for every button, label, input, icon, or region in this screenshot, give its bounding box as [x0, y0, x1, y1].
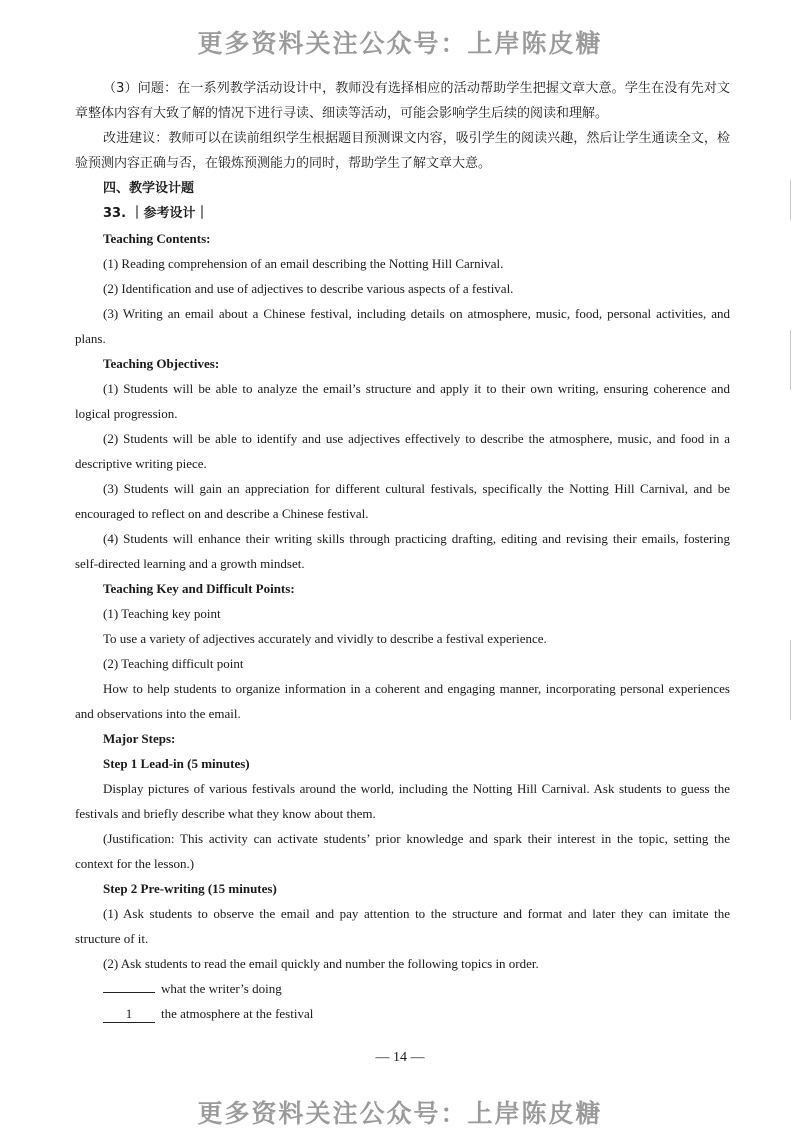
heading-key-difficult-points: Teaching Key and Difficult Points:: [103, 581, 295, 596]
heading-step-2: Step 2 Pre-writing (15 minutes): [103, 881, 277, 896]
objective-item-3: (3) Students will gain an appreciation for different cultural festivals, specifically the Notting Hill Carnival, and be encouraged to reflect on and describe a Chinese festival.: [75, 481, 730, 521]
watermark-top: 更多资料关注公众号：上岸陈皮糖: [197, 29, 603, 58]
content-item-2: (2) Identification and use of adjectives to describe various aspects of a festival.: [103, 281, 514, 296]
heading-step-1: Step 1 Lead-in (5 minutes): [103, 756, 250, 771]
step-1-activity: Display pictures of various festivals around the world, including the Notting Hill Carnival. Ask students to guess the festivals and briefly describe what they know about them.: [75, 781, 730, 821]
heading-teaching-contents: Teaching Contents:: [103, 231, 211, 246]
answer-blank: 1: [103, 1006, 155, 1023]
key-point-text: To use a variety of adjectives accurately and vividly to describe a festival experience.: [103, 631, 547, 646]
heading-major-steps: Major Steps:: [103, 731, 176, 746]
ordering-item-text: what the writer’s doing: [161, 981, 282, 996]
answer-blank: [103, 992, 155, 993]
difficult-point-label: (2) Teaching difficult point: [103, 656, 244, 671]
scan-edge-mark: [790, 640, 791, 720]
objective-item-4: (4) Students will enhance their writing skills through practicing drafting, editing and revising their emails, fostering self-directed learning and a growth mindset.: [75, 531, 730, 571]
ordering-item: [75, 976, 730, 1001]
ordering-item: [75, 1001, 730, 1026]
section-heading-teaching-design: 四、教学设计题: [103, 181, 195, 196]
objective-item-2: (2) Students will be able to identify and use adjectives effectively to describe the atmosphere, music, and food in a descriptive writing piece.: [75, 431, 730, 471]
content-item-1: (1) Reading comprehension of an email describing the Notting Hill Carnival.: [103, 256, 504, 271]
scan-edge-mark: [790, 330, 791, 390]
difficult-point-text: How to help students to organize information in a coherent and engaging manner, incorporating personal experiences and observations into the email.: [75, 681, 730, 721]
key-point-label: (1) Teaching key point: [103, 606, 221, 621]
heading-teaching-objectives: Teaching Objectives:: [103, 356, 220, 371]
objective-item-1: (1) Students will be able to analyze the email’s structure and apply it to their own writing, ensuring coherence and logical progression.: [75, 381, 730, 421]
scan-edge-mark: [790, 180, 791, 220]
question-number: 33. ｜参考设计｜: [103, 206, 209, 221]
paragraph-improvement-suggestion: 改进建议：教师可以在读前组织学生根据题目预测课文内容，吸引学生的阅读兴趣，然后让学生通读全文，检验预测内容正确与否，在锻炼预测能力的同时，帮助学生了解文章大意。: [75, 131, 730, 171]
watermark-bottom: 更多资料关注公众号：上岸陈皮糖: [197, 1099, 603, 1128]
step-1-justification: (Justification: This activity can activate students’ prior knowledge and spark their interest in the topic, setting the context for the lesson.): [75, 831, 730, 871]
step-2-activity-2: (2) Ask students to read the email quickly and number the following topics in order.: [103, 956, 539, 971]
ordering-item-text: the atmosphere at the festival: [161, 1006, 314, 1021]
page-number: — 14 —: [375, 1050, 425, 1065]
step-2-activity-1: (1) Ask students to observe the email and pay attention to the structure and format and later they can imitate the structure of it.: [75, 906, 730, 946]
content-item-3: (3) Writing an email about a Chinese festival, including details on atmosphere, music, food, personal activities, and plans.: [75, 306, 730, 346]
paragraph-problem-3: （3）问题：在一系列教学活动设计中，教师没有选择相应的活动帮助学生把握文章大意。学生在没有先对文章整体内容有大致了解的情况下进行寻读、细读等活动，可能会影响学生后续的阅读和理解。: [75, 81, 730, 121]
document-body: [75, 76, 730, 1026]
